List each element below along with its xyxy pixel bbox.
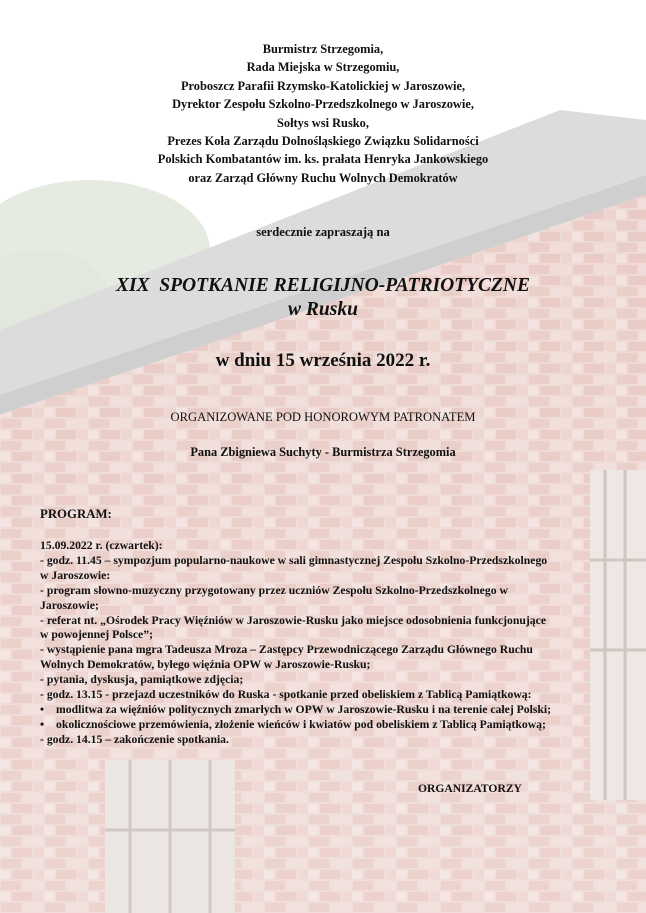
event-title-line2: w Rusku bbox=[288, 299, 358, 320]
organizers-signature: ORGANIZATORZY bbox=[418, 782, 522, 795]
event-date: w dniu 15 września 2022 r. bbox=[215, 350, 431, 371]
program-line: - pytania, dyskusja, pamiątkowe zdjęcia; bbox=[40, 673, 244, 687]
program-heading: PROGRAM: bbox=[40, 507, 112, 521]
program-bullet bbox=[40, 703, 620, 718]
event-title bbox=[0, 274, 646, 322]
inviter-line: Sołtys wsi Rusko, bbox=[277, 115, 369, 130]
program-line: 15.09.2022 r. (czwartek): bbox=[40, 539, 163, 552]
patron-name: Pana Zbigniewa Suchyty - Burmistrza Strzegomia bbox=[190, 445, 456, 459]
program-closing: - godz. 14.15 – zakończenie spotkania. bbox=[40, 732, 229, 746]
program-line: Wolnych Demokratów, byłego więźnia OPW w Jaroszowie-Rusku; bbox=[40, 658, 371, 672]
inviter-line: Proboszcz Parafii Rzymsko-Katolickiej w Jaroszowie, bbox=[180, 78, 466, 93]
program-line: w powojennej Polsce”; bbox=[40, 628, 153, 642]
inviter-line: Prezes Koła Zarządu Dolnośląskiego Związku Solidarności bbox=[167, 134, 479, 149]
program-line: - referat nt. „Ośrodek Pracy Więźniów w Jaroszowie-Rusku jako miejsce odosobnienia funkcjonujące bbox=[40, 613, 547, 627]
bullet-icon: • bbox=[40, 717, 45, 731]
program-line: Jaroszowie; bbox=[40, 598, 99, 612]
inviter-line: Dyrektor Zespołu Szkolno-Przedszkolnego w Jaroszowie, bbox=[172, 97, 474, 112]
program-line: - godz. 11.45 – sympozjum popularno-naukowe w sali gimnastycznej Zespołu Szkolno-Przedszkolnego bbox=[40, 553, 548, 567]
program-line: w Jaroszowie: bbox=[40, 568, 111, 582]
inviter-line: Rada Miejska w Strzegomiu, bbox=[246, 60, 400, 75]
program-line: - program słowno-muzyczny przygotowany przez uczniów Zespołu Szkolno-Przedszkolnego w bbox=[40, 583, 508, 597]
patronage-heading: ORGANIZOWANE POD HONOROWYM PATRONATEM bbox=[170, 410, 476, 424]
invite-text: serdecznie zapraszają na bbox=[256, 225, 390, 239]
program-line: - wystąpienie pana mgra Tadeusza Mroza – Zastępcy Przewodniczącego Zarządu Głównego Ruchu bbox=[40, 643, 533, 657]
program-bullet bbox=[40, 718, 620, 733]
event-title-line1: XIX SPOTKANIE RELIGIJNO-PATRIOTYCZNE bbox=[115, 275, 531, 296]
program-bullet-text: modlitwa za więźniów politycznych zmarłych w OPW w Jaroszowie-Rusku i na terenie całej Polski; bbox=[56, 702, 552, 716]
inviters-list bbox=[60, 40, 586, 187]
inviter-line: oraz Zarząd Główny Ruchu Wolnych Demokratów bbox=[188, 170, 458, 185]
bullet-icon: • bbox=[40, 702, 45, 716]
program-list bbox=[40, 539, 620, 748]
inviter-line: Polskich Kombatantów im. ks. prałata Henryka Jankowskiego bbox=[157, 152, 489, 167]
program-line: - godz. 13.15 - przejazd uczestników do Ruska - spotkanie przed obeliskiem z Tablicą Pamiątkową: bbox=[40, 688, 532, 702]
program-bullet-text: okolicznościowe przemówienia, złożenie wieńców i kwiatów pod obeliskiem z Tablicą Pamiątkową; bbox=[56, 717, 546, 731]
inviter-line: Burmistrz Strzegomia, bbox=[262, 42, 384, 56]
